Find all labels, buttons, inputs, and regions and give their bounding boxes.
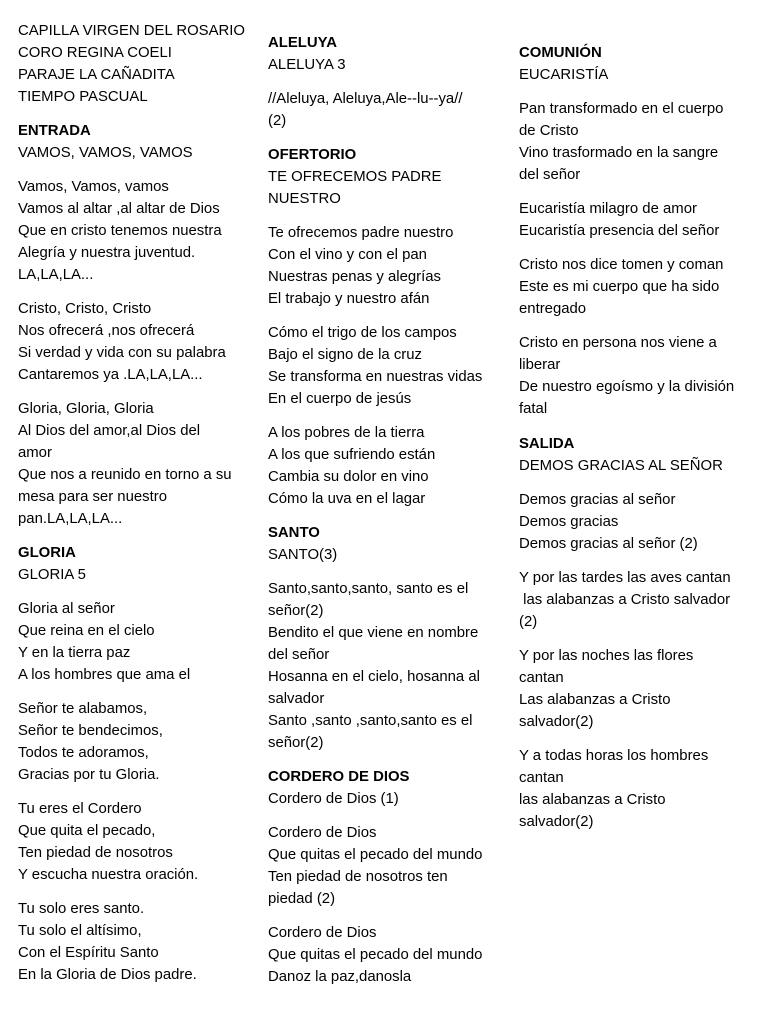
lyric-line: Gloria al señor: [18, 601, 115, 617]
lyric-line: del señor: [519, 167, 581, 183]
song-title: Cordero de Dios (1): [268, 791, 399, 807]
lyric-line: Demos gracias: [519, 514, 619, 530]
stanza: [519, 645, 759, 733]
stanza: [268, 222, 512, 310]
lyric-line: señor(2): [268, 735, 324, 751]
lyric-line: de Cristo: [519, 123, 579, 139]
lyric-line: salvador: [268, 691, 325, 707]
lyric-line: Que quitas el pecado del mundo: [268, 947, 483, 963]
lyric-line: Bendito el que viene en nombre: [268, 625, 479, 641]
stanza: [519, 745, 759, 833]
lyric-line: Bajo el signo de la cruz: [268, 347, 422, 363]
lyric-line: Y escucha nuestra oración.: [18, 867, 199, 883]
lyric-line: Cordero de Dios: [268, 925, 377, 941]
lyric-line: Gloria, Gloria, Gloria: [18, 401, 154, 417]
lyric-line: Que en cristo tenemos nuestra: [18, 223, 222, 239]
column-middle: [268, 32, 512, 988]
lyric-line: Se transforma en nuestras vidas: [268, 369, 483, 385]
lyric-line: Vamos al altar ,al altar de Dios: [18, 201, 220, 217]
lyric-line: Tu solo el altísimo,: [18, 923, 142, 939]
song-title: DEMOS GRACIAS AL SEÑOR: [519, 458, 723, 474]
lyric-line: Te ofrecemos padre nuestro: [268, 225, 454, 241]
stanza: [268, 822, 512, 910]
lyric-line: (2): [268, 113, 287, 129]
stanza: [18, 598, 262, 686]
lyric-line: Eucaristía milagro de amor: [519, 201, 697, 217]
section-heading: SALIDA: [519, 436, 575, 452]
stanza: [18, 298, 262, 386]
lyric-line: Si verdad y vida con su palabra: [18, 345, 226, 361]
lyric-line: Todos te adoramos,: [18, 745, 149, 761]
stanza: [18, 176, 262, 286]
stanza: [268, 422, 512, 510]
header-line: PARAJE LA CAÑADITA: [18, 67, 175, 83]
lyric-line: Gracias por tu Gloria.: [18, 767, 160, 783]
section-heading: GLORIA: [18, 545, 76, 561]
section-heading: SANTO: [268, 525, 320, 541]
lyric-line: Y en la tierra paz: [18, 645, 131, 661]
section-cordero-de-dios: [268, 766, 512, 988]
lyric-line: del señor: [268, 647, 330, 663]
section-heading: ALELUYA: [268, 35, 337, 51]
lyric-line: cantan: [519, 770, 564, 786]
lyric-line: Que quita el pecado,: [18, 823, 156, 839]
lyric-line: mesa para ser nuestro: [18, 489, 167, 505]
stanza: [519, 567, 759, 633]
lyric-line: A los hombres que ama el: [18, 667, 191, 683]
section-heading: COMUNIÓN: [519, 45, 602, 61]
stanza: [519, 98, 759, 186]
stanza: [519, 254, 759, 320]
column-right: [519, 42, 759, 833]
lyric-line: Ten piedad de nosotros ten: [268, 869, 448, 885]
lyric-line: Al Dios del amor,al Dios del: [18, 423, 201, 439]
section-heading: CORDERO DE DIOS: [268, 769, 410, 785]
lyric-line: Y a todas horas los hombres: [519, 748, 709, 764]
lyric-line: Señor te alabamos,: [18, 701, 148, 717]
lyric-line: salvador(2): [519, 714, 594, 730]
lyric-line: liberar: [519, 357, 561, 373]
song-title: TE OFRECEMOS PADRE: [268, 169, 442, 185]
stanza: [268, 88, 512, 132]
song-title: VAMOS, VAMOS, VAMOS: [18, 145, 193, 161]
lyric-line: Cambia su dolor en vino: [268, 469, 429, 485]
lyric-line: Santo ,santo ,santo,santo es el: [268, 713, 473, 729]
lyric-line: A los que sufriendo están: [268, 447, 436, 463]
song-title: SANTO(3): [268, 547, 338, 563]
lyric-line: entregado: [519, 301, 587, 317]
lyric-line: Cordero de Dios: [268, 825, 377, 841]
lyric-line: Alegría y nuestra juventud.: [18, 245, 196, 261]
header-line: TIEMPO PASCUAL: [18, 89, 148, 105]
header-line: CAPILLA VIRGEN DEL ROSARIO: [18, 23, 246, 39]
lyric-line: las alabanzas a Cristo: [519, 792, 666, 808]
lyric-line: Ten piedad de nosotros: [18, 845, 173, 861]
section-entrada: [18, 120, 262, 530]
lyric-line: Vino trasformado en la sangre: [519, 145, 719, 161]
lyric-line: Danoz la paz,danosla: [268, 969, 412, 985]
lyric-line: piedad (2): [268, 891, 336, 907]
lyric-line: fatal: [519, 401, 548, 417]
lyric-line: Hosanna en el cielo, hosanna al: [268, 669, 480, 685]
document-header: [18, 20, 262, 108]
lyric-line: En la Gloria de Dios padre.: [18, 967, 197, 983]
song-title: EUCARISTÍA: [519, 67, 609, 83]
lyric-line: amor: [18, 445, 52, 461]
lyric-line: Tu solo eres santo.: [18, 901, 145, 917]
stanza: [18, 398, 262, 530]
lyric-line: Este es mi cuerpo que ha sido: [519, 279, 720, 295]
stanza: [268, 322, 512, 410]
lyric-line: Señor te bendecimos,: [18, 723, 163, 739]
lyric-line: Tu eres el Cordero: [18, 801, 142, 817]
lyric-line: Demos gracias al señor: [519, 492, 676, 508]
lyric-line: Con el Espíritu Santo: [18, 945, 159, 961]
lyric-line: Que reina en el cielo: [18, 623, 155, 639]
lyric-line: De nuestro egoísmo y la división: [519, 379, 735, 395]
lyric-line: El trabajo y nuestro afán: [268, 291, 430, 307]
song-title: NUESTRO: [268, 191, 341, 207]
lyric-line: Cantaremos ya .LA,LA,LA...: [18, 367, 203, 383]
lyric-line: salvador(2): [519, 814, 594, 830]
lyric-line: Cristo en persona nos viene a: [519, 335, 717, 351]
lyric-line: Que nos a reunido en torno a su: [18, 467, 232, 483]
section-heading: ENTRADA: [18, 123, 91, 139]
lyric-line: Cristo nos dice tomen y coman: [519, 257, 724, 273]
stanza: [268, 578, 512, 754]
lyric-line: Santo,santo,santo, santo es el: [268, 581, 469, 597]
section-comunion: [519, 42, 759, 420]
section-aleluya: [268, 32, 512, 132]
stanza: [519, 198, 759, 242]
stanza: [519, 332, 759, 420]
stanza: [18, 898, 262, 986]
section-ofertorio: [268, 144, 512, 510]
stanza: [268, 922, 512, 988]
lyric-line: las alabanzas a Cristo salvador: [519, 592, 731, 608]
lyric-line: Nos ofrecerá ,nos ofrecerá: [18, 323, 195, 339]
song-title: GLORIA 5: [18, 567, 86, 583]
song-title: ALELUYA 3: [268, 57, 346, 73]
lyric-line: Eucaristía presencia del señor: [519, 223, 720, 239]
lyric-line: //Aleluya, Aleluya,Ale--lu--ya//: [268, 91, 463, 107]
lyric-line: LA,LA,LA...: [18, 267, 94, 283]
lyric-line: cantan: [519, 670, 564, 686]
lyric-line: Cristo, Cristo, Cristo: [18, 301, 152, 317]
lyric-line: señor(2): [268, 603, 324, 619]
section-santo: [268, 522, 512, 754]
lyric-line: Nuestras penas y alegrías: [268, 269, 441, 285]
section-salida: [519, 433, 759, 833]
lyric-line: Demos gracias al señor (2): [519, 536, 698, 552]
lyric-line: pan.LA,LA,LA...: [18, 511, 123, 527]
lyric-line: (2): [519, 614, 538, 630]
section-gloria: [18, 542, 262, 986]
section-heading: OFERTORIO: [268, 147, 357, 163]
lyric-line: Que quitas el pecado del mundo: [268, 847, 483, 863]
lyric-line: Y por las tardes las aves cantan: [519, 570, 731, 586]
column-left: [18, 20, 262, 986]
lyric-line: Vamos, Vamos, vamos: [18, 179, 169, 195]
lyric-line: Cómo la uva en el lagar: [268, 491, 426, 507]
lyric-line: Cómo el trigo de los campos: [268, 325, 457, 341]
header-line: CORO REGINA COELI: [18, 45, 172, 61]
lyric-line: Y por las noches las flores: [519, 648, 694, 664]
stanza: [519, 489, 759, 555]
lyric-line: Con el vino y con el pan: [268, 247, 427, 263]
stanza: [18, 798, 262, 886]
stanza: [18, 698, 262, 786]
lyric-line: Pan transformado en el cuerpo: [519, 101, 724, 117]
lyric-line: A los pobres de la tierra: [268, 425, 425, 441]
lyric-line: En el cuerpo de jesús: [268, 391, 412, 407]
lyric-line: Las alabanzas a Cristo: [519, 692, 671, 708]
